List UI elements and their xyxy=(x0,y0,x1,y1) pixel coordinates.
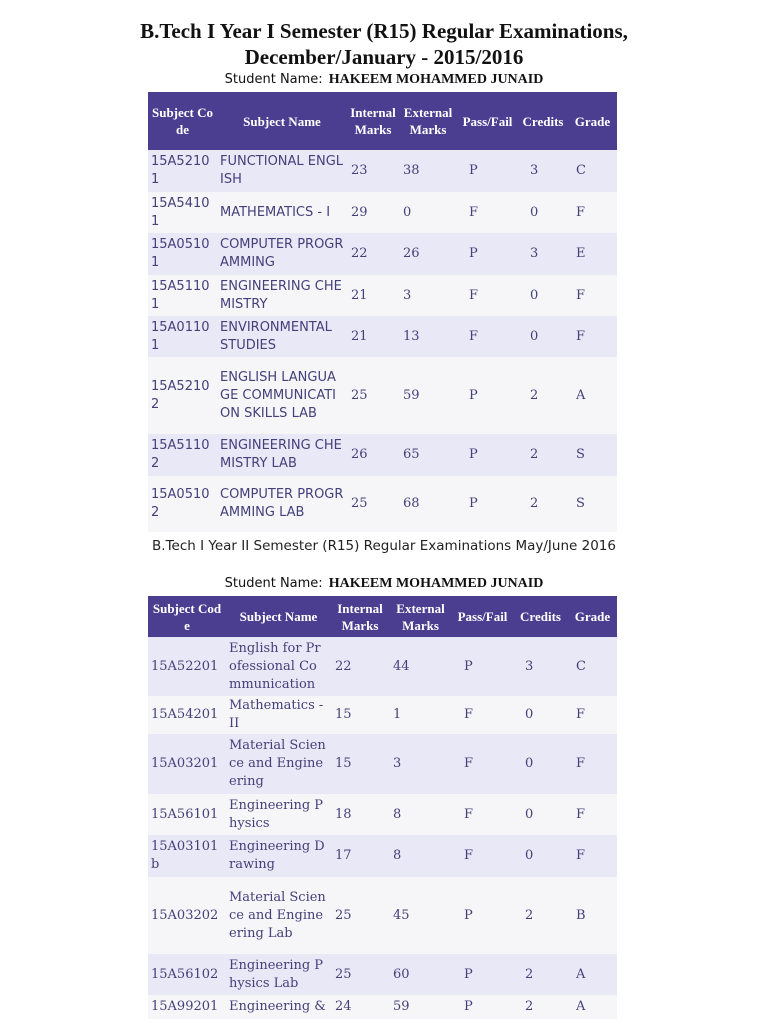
cell-credits: 2 xyxy=(513,954,568,995)
table-header-row xyxy=(148,596,617,637)
cell-subject-name: MATHEMATICS - I xyxy=(217,192,347,233)
cell-internal-marks: 18 xyxy=(331,794,389,835)
cell-credits: 2 xyxy=(513,877,568,954)
cell-subject-name: Engineering Drawing xyxy=(226,835,331,877)
cell-credits: 0 xyxy=(518,275,568,316)
cell-credits: 2 xyxy=(513,995,568,1019)
cell-pass-fail: F xyxy=(452,734,513,794)
table-row xyxy=(148,995,617,1019)
semester2-results-table xyxy=(148,596,617,1019)
cell-pass-fail: F xyxy=(457,192,518,233)
student-name-label: Student Name: xyxy=(224,576,323,591)
table-row xyxy=(148,877,617,954)
cell-subject-code: 15A03101b xyxy=(148,835,226,877)
col-internal-marks: Internal Marks xyxy=(331,596,389,637)
student-name: HAKEEM MOHAMMED JUNAID xyxy=(328,576,544,591)
cell-credits: 2 xyxy=(518,476,568,532)
cell-external-marks: 0 xyxy=(399,192,457,233)
table-row xyxy=(148,696,617,734)
cell-external-marks: 38 xyxy=(399,150,457,192)
cell-credits: 0 xyxy=(513,794,568,835)
col-subject-name: Subject Name xyxy=(217,92,347,150)
cell-credits: 0 xyxy=(518,192,568,233)
cell-subject-code: 15A52101 xyxy=(148,150,217,192)
cell-subject-name: COMPUTER PROGRAMMING xyxy=(217,233,347,275)
col-external-marks: External Marks xyxy=(389,596,452,637)
cell-subject-code: 15A54101 xyxy=(148,192,217,233)
cell-internal-marks: 17 xyxy=(331,835,389,877)
cell-internal-marks: 25 xyxy=(331,877,389,954)
cell-credits: 0 xyxy=(513,835,568,877)
cell-subject-name: ENGLISH LANGUAGE COMMUNICATION SKILLS LAB xyxy=(217,357,347,434)
cell-subject-code: 15A51101 xyxy=(148,275,217,316)
cell-external-marks: 45 xyxy=(389,877,452,954)
table-row xyxy=(148,192,617,233)
col-external-marks: External Marks xyxy=(399,92,457,150)
cell-internal-marks: 15 xyxy=(331,734,389,794)
table-row xyxy=(148,835,617,877)
cell-subject-name: Mathematics - II xyxy=(226,696,331,734)
table-row xyxy=(148,150,617,192)
cell-external-marks: 59 xyxy=(389,995,452,1019)
table-row xyxy=(148,357,617,434)
cell-subject-name: Engineering & xyxy=(226,995,331,1019)
cell-subject-name: ENGINEERING CHEMISTRY xyxy=(217,275,347,316)
cell-grade: F xyxy=(568,835,617,877)
cell-pass-fail: F xyxy=(457,275,518,316)
table-row xyxy=(148,476,617,532)
title-line-2: December/January - 2015/2016 xyxy=(244,45,524,69)
table-row xyxy=(148,637,617,696)
cell-grade: F xyxy=(568,316,617,357)
cell-subject-name: FUNCTIONAL ENGLISH xyxy=(217,150,347,192)
cell-subject-code: 15A56101 xyxy=(148,794,226,835)
student-name: HAKEEM MOHAMMED JUNAID xyxy=(328,72,544,87)
cell-subject-name: COMPUTER PROGRAMMING LAB xyxy=(217,476,347,532)
cell-subject-code: 15A03202 xyxy=(148,877,226,954)
cell-pass-fail: P xyxy=(457,434,518,476)
cell-subject-name: Material Science and Engineering xyxy=(226,734,331,794)
cell-internal-marks: 21 xyxy=(347,316,399,357)
cell-grade: E xyxy=(568,233,617,275)
cell-credits: 3 xyxy=(518,150,568,192)
cell-subject-name: ENGINEERING CHEMISTRY LAB xyxy=(217,434,347,476)
col-pass-fail: Pass/Fail xyxy=(452,596,513,637)
cell-subject-code: 15A51102 xyxy=(148,434,217,476)
cell-subject-code: 15A01101 xyxy=(148,316,217,357)
cell-subject-name: Engineering Physics xyxy=(226,794,331,835)
col-grade: Grade xyxy=(568,596,617,637)
cell-external-marks: 3 xyxy=(389,734,452,794)
cell-external-marks: 59 xyxy=(399,357,457,434)
cell-grade: F xyxy=(568,734,617,794)
cell-subject-code: 15A52102 xyxy=(148,357,217,434)
table-row xyxy=(148,316,617,357)
cell-pass-fail: F xyxy=(452,794,513,835)
cell-external-marks: 44 xyxy=(389,637,452,696)
cell-internal-marks: 15 xyxy=(331,696,389,734)
cell-external-marks: 8 xyxy=(389,794,452,835)
cell-external-marks: 1 xyxy=(389,696,452,734)
cell-pass-fail: P xyxy=(452,637,513,696)
table-row xyxy=(148,275,617,316)
cell-pass-fail: P xyxy=(452,877,513,954)
cell-internal-marks: 23 xyxy=(347,150,399,192)
cell-grade: A xyxy=(568,357,617,434)
cell-credits: 0 xyxy=(513,696,568,734)
cell-internal-marks: 24 xyxy=(331,995,389,1019)
cell-credits: 2 xyxy=(518,357,568,434)
cell-subject-code: 15A56102 xyxy=(148,954,226,995)
cell-pass-fail: P xyxy=(452,954,513,995)
cell-internal-marks: 25 xyxy=(331,954,389,995)
page-title xyxy=(0,18,768,70)
cell-internal-marks: 25 xyxy=(347,357,399,434)
cell-external-marks: 3 xyxy=(399,275,457,316)
cell-subject-name: Material Science and Engineering Lab xyxy=(226,877,331,954)
cell-internal-marks: 22 xyxy=(331,637,389,696)
cell-subject-code: 15A99201 xyxy=(148,995,226,1019)
cell-pass-fail: P xyxy=(457,357,518,434)
col-grade: Grade xyxy=(568,92,617,150)
cell-subject-name: Engineering Physics Lab xyxy=(226,954,331,995)
cell-subject-code: 15A52201 xyxy=(148,637,226,696)
cell-external-marks: 13 xyxy=(399,316,457,357)
student-name-row-sem1 xyxy=(0,72,768,88)
cell-credits: 2 xyxy=(518,434,568,476)
cell-credits: 0 xyxy=(513,734,568,794)
cell-grade: C xyxy=(568,150,617,192)
table-row xyxy=(148,233,617,275)
cell-pass-fail: P xyxy=(457,233,518,275)
cell-subject-name: ENVIRONMENTAL STUDIES xyxy=(217,316,347,357)
student-name-row-sem2 xyxy=(0,576,768,592)
cell-internal-marks: 29 xyxy=(347,192,399,233)
cell-grade: A xyxy=(568,954,617,995)
cell-grade: F xyxy=(568,696,617,734)
cell-subject-code: 15A03201 xyxy=(148,734,226,794)
semester1-results-table xyxy=(148,92,617,532)
cell-pass-fail: P xyxy=(457,476,518,532)
cell-grade: S xyxy=(568,434,617,476)
cell-pass-fail: F xyxy=(452,696,513,734)
cell-external-marks: 68 xyxy=(399,476,457,532)
cell-grade: F xyxy=(568,794,617,835)
cell-credits: 0 xyxy=(518,316,568,357)
cell-grade: A xyxy=(568,995,617,1019)
cell-internal-marks: 22 xyxy=(347,233,399,275)
cell-subject-name: English for Professional Communication xyxy=(226,637,331,696)
cell-external-marks: 60 xyxy=(389,954,452,995)
cell-external-marks: 65 xyxy=(399,434,457,476)
cell-external-marks: 8 xyxy=(389,835,452,877)
cell-external-marks: 26 xyxy=(399,233,457,275)
cell-credits: 3 xyxy=(518,233,568,275)
cell-grade: C xyxy=(568,637,617,696)
col-subject-name: Subject Name xyxy=(226,596,331,637)
table-row xyxy=(148,954,617,995)
cell-internal-marks: 25 xyxy=(347,476,399,532)
col-pass-fail: Pass/Fail xyxy=(457,92,518,150)
cell-subject-code: 15A05102 xyxy=(148,476,217,532)
cell-credits: 3 xyxy=(513,637,568,696)
cell-pass-fail: F xyxy=(457,316,518,357)
col-credits: Credits xyxy=(518,92,568,150)
table-header-row xyxy=(148,92,617,150)
col-credits: Credits xyxy=(513,596,568,637)
cell-grade: S xyxy=(568,476,617,532)
cell-grade: F xyxy=(568,192,617,233)
cell-grade: F xyxy=(568,275,617,316)
cell-internal-marks: 21 xyxy=(347,275,399,316)
student-name-label: Student Name: xyxy=(224,72,323,87)
cell-subject-code: 15A54201 xyxy=(148,696,226,734)
cell-pass-fail: P xyxy=(452,995,513,1019)
table-row xyxy=(148,434,617,476)
table-row xyxy=(148,794,617,835)
cell-subject-code: 15A05101 xyxy=(148,233,217,275)
col-internal-marks: Internal Marks xyxy=(347,92,399,150)
title-line-1: B.Tech I Year I Semester (R15) Regular Examinations, xyxy=(140,19,628,43)
cell-pass-fail: F xyxy=(452,835,513,877)
cell-grade: B xyxy=(568,877,617,954)
table-row xyxy=(148,734,617,794)
semester2-title: B.Tech I Year II Semester (R15) Regular Examinations May/June 2016 xyxy=(152,538,616,554)
cell-internal-marks: 26 xyxy=(347,434,399,476)
col-subject-code: Subject Code xyxy=(148,92,217,150)
cell-pass-fail: P xyxy=(457,150,518,192)
col-subject-code: Subject Code xyxy=(148,596,226,637)
